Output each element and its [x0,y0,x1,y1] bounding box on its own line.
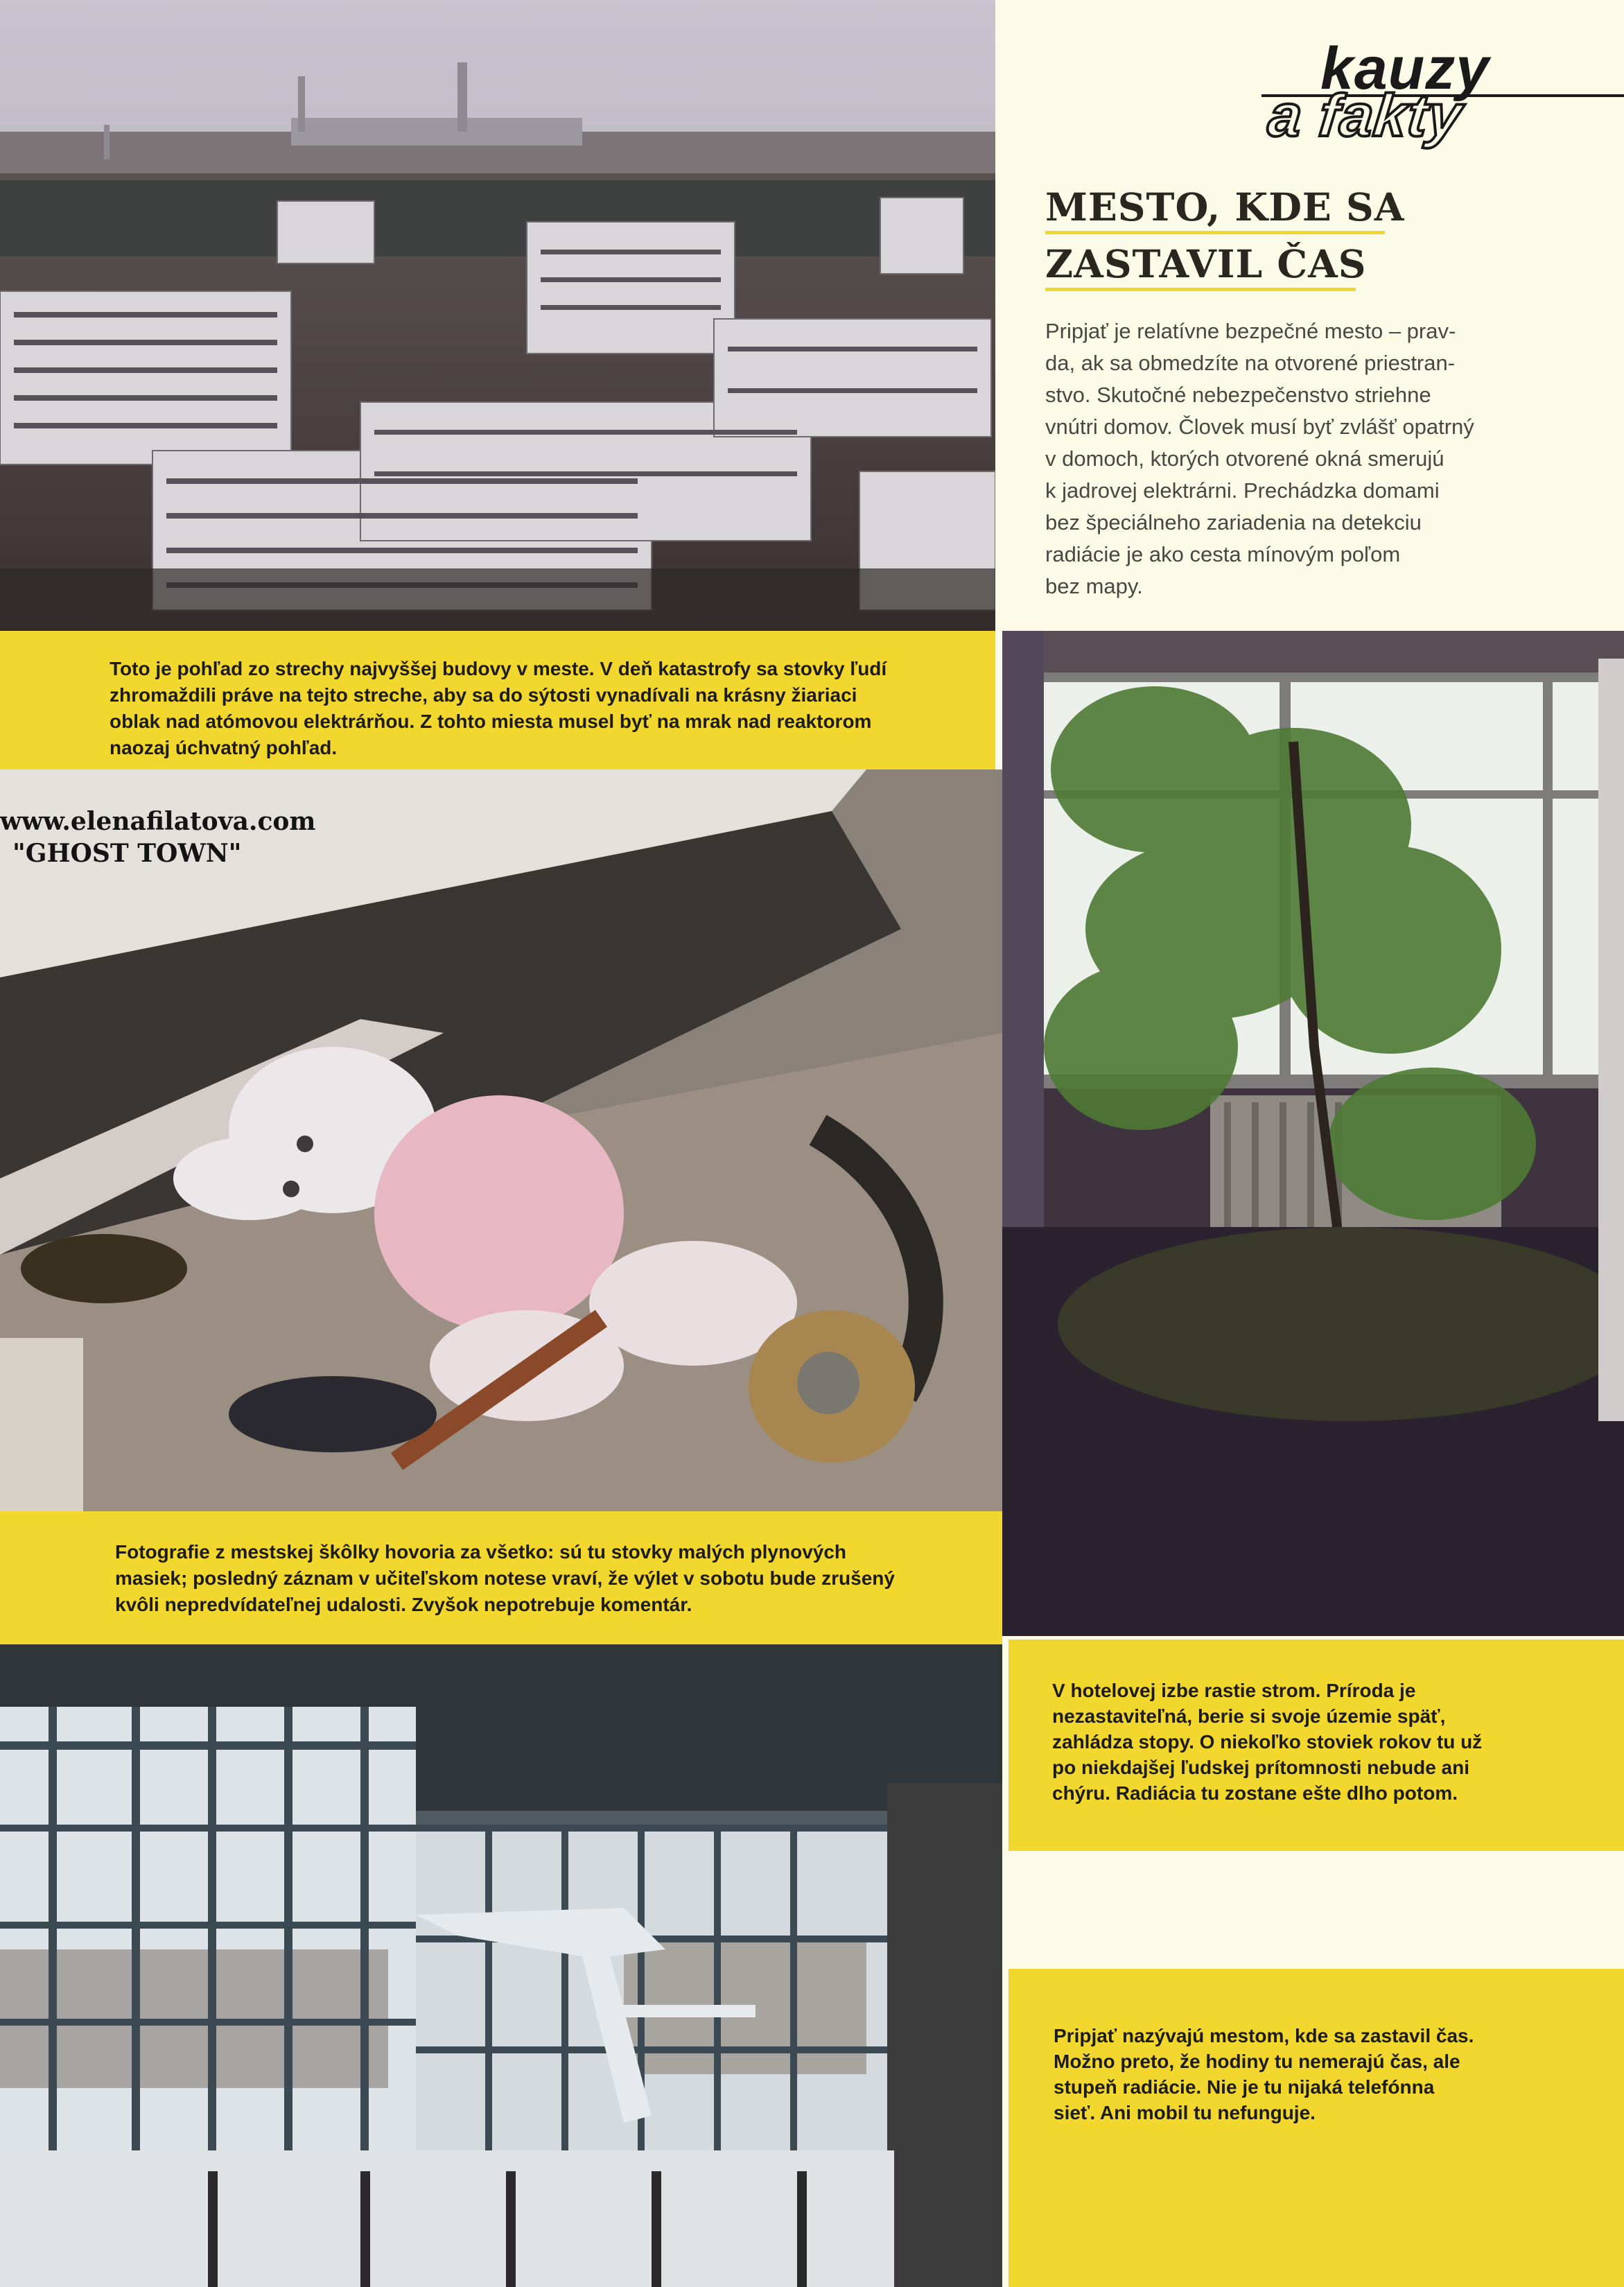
intro-line: Pripjať je relatívne bezpečné mesto – prav- [1045,319,1456,343]
caption-roof [110,656,983,761]
caption-kindergarten-line: kvôli nepredvídateľnej udalosti. Zvyšok nepotrebuje komentár. [115,1594,692,1615]
intro-line: v domoch, ktorých otvorené okná smerujú [1045,446,1444,471]
kindergarten-toys-photo [0,769,1002,1511]
caption-hotel-line: V hotelovej izbe rastie strom. Príroda je [1052,1680,1416,1701]
caption-roof-line: Toto je pohľad zo strechy najvyššej budovy v meste. V deň katastrofy sa stovky ľudí [110,658,887,679]
intro-line: bez špeciálneho zariadenia na detekciu [1045,510,1422,534]
caption-roof-line: oblak nad atómovou elektrárňou. Z tohto miesta musel byť na mrak nad reaktorom [110,711,872,732]
logo-word-kauzy: kauzy [1320,35,1490,102]
caption-time [1054,2023,1608,2125]
caption-roof-line: zhromaždili práve na tejto streche, aby sa do sýtosti vynadívali na krásny žiariaci [110,684,857,706]
caption-time-line: stupeň radiácie. Nie je tu nijaká telefónna [1054,2076,1435,2098]
hotel-room-tree-photo [1002,631,1624,1636]
caption-hotel-line: zahládza stopy. O niekoľko stoviek rokov tu už [1052,1731,1483,1753]
title-underline [1045,231,1385,234]
intro-line: bez mapy. [1045,574,1143,598]
caption-hotel-line: chýru. Radiácia tu zostane ešte dlho potom. [1052,1782,1458,1804]
caption-hotel-line: po niekdajšej ľudskej prítomnosti nebude ani [1052,1757,1469,1778]
article-title-line1: MESTO, KDE SA [1045,184,1405,229]
watermark-title: "GHOST TOWN" [12,839,242,868]
caption-roof-line: naozaj úchvatný pohľad. [110,737,338,758]
intro-line: vnútri domov. Človek musí byť zvlášť opatrný [1045,415,1474,439]
intro-line: radiácie je ako cesta mínovým poľom [1045,542,1401,566]
intro-line: k jadrovej elektrárni. Prechádzka domami [1045,478,1440,503]
photo-watermark [0,806,315,869]
watermark-url: www.elenafilatova.com [0,807,316,836]
caption-kindergarten-line: masiek; posledný záznam v učiteľskom notese vraví, že výlet v sobotu bude zrušený [115,1567,895,1589]
logo-word-a-fakty: a fakty [1264,82,1466,149]
intro-line: da, ak sa obmedzíte na otvorené priestran- [1045,351,1456,375]
article-title-line2: ZASTAVIL ČAS [1045,241,1367,286]
caption-hotel-line: nezastaviteľná, berie si svoje územie späť, [1052,1705,1446,1727]
caption-kindergarten-line: Fotografie z mestskej škôlky hovoria za všetko: sú tu stovky malých plynových [115,1541,847,1563]
caption-time-line: sieť. Ani mobil tu nefunguje. [1054,2102,1316,2123]
caption-kindergarten [115,1539,988,1618]
caption-band-time [1009,1969,1624,2287]
caption-time-line: Možno preto, že hodiny tu nemerajú čas, ale [1054,2051,1460,2072]
caption-hotel [1052,1678,1607,1806]
intro-line: stvo. Skutočné nebezpečenstvo striehne [1045,383,1431,407]
caption-time-line: Pripjať nazývajú mestom, kde sa zastavil čas. [1054,2025,1474,2046]
swimming-pool-photo [0,1644,1002,2287]
title-underline [1045,288,1356,291]
city-panorama-photo [0,0,995,631]
article-intro [1045,315,1530,602]
